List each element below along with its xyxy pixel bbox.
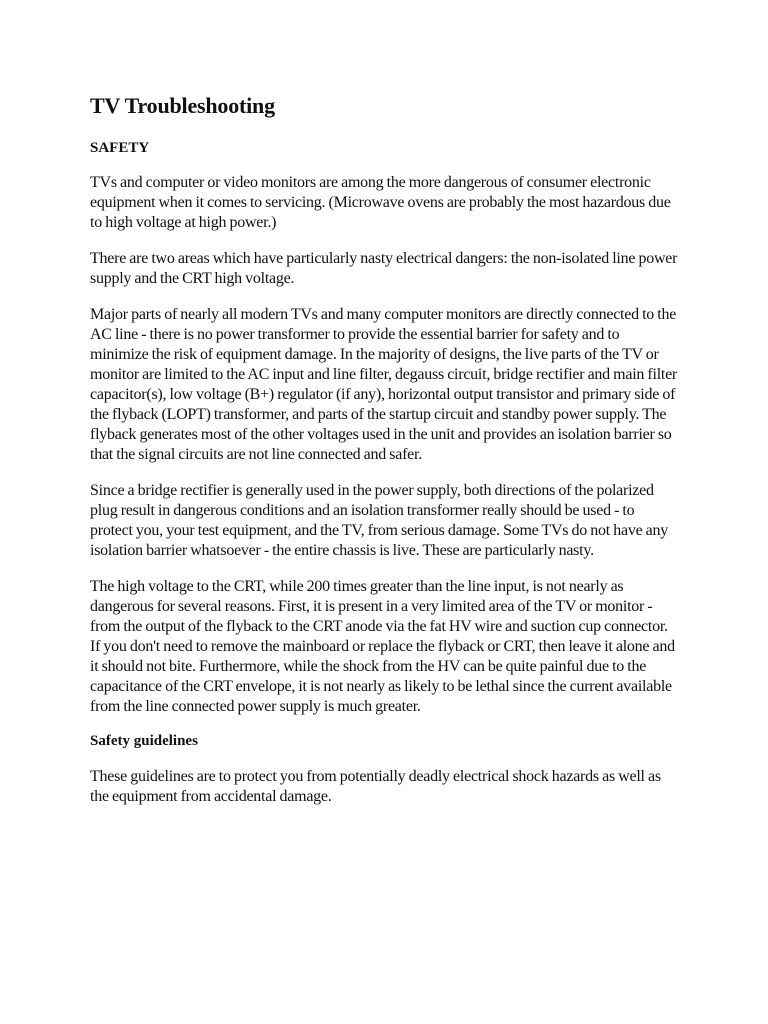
section-heading-safety: SAFETY [90, 140, 150, 156]
document-page [90, 92, 680, 807]
paragraph-intro: TVs and computer or video monitors are among the more dangerous of consumer electronic equipment when it comes to servicing. (Microwave ovens are probably the most hazardous due to high voltage at high power.) [90, 174, 671, 231]
paragraph-ac-line: Major parts of nearly all modern TVs and many computer monitors are directly connected to the AC line - there is no power transformer to provide the essential barrier for safety and to minimize the risk of equipment damage. In the majority of designs, the live parts of the TV or monitor are limited to the AC input and line filter, degauss circuit, bridge rectifier and main filter capacitor(s), low voltage (B+) regulator (if any), horizontal output transistor and primary side of the flyback (LOPT) transformer, and parts of the startup circuit and standby power supply. The flyback generates most of the other voltages used in the unit and provides an isolation barrier so that the signal circuits are not line connected and safer. [90, 306, 678, 463]
paragraph-high-voltage: The high voltage to the CRT, while 200 times greater than the line input, is not nearly as dangerous for several reasons. First, it is present in a very limited area of the TV or monitor - from the output of the flyback to the CRT anode via the fat HV wire and suction cup connector. If you don't need to remove the mainboard or replace the flyback or CRT, then leave it alone and it should not bite. Furthermore, while the shock from the HV can be quite painful due to the capacitance of the CRT envelope, it is not nearly as likely to be lethal since the current available from the line connected power supply is much greater. [90, 578, 675, 715]
paragraph-guidelines-intro: These guidelines are to protect you from potentially deadly electrical shock hazards as well as the equipment from accidental damage. [90, 768, 661, 805]
subheading-safety-guidelines: Safety guidelines [90, 733, 198, 749]
paragraph-bridge-rectifier: Since a bridge rectifier is generally used in the power supply, both directions of the polarized plug result in dangerous conditions and an isolation transformer really should be used - to protect you, your test equipment, and the TV, from serious damage. Some TVs do not have any isolation barrier whatsoever - the entire chassis is live. These are particularly nasty. [90, 482, 669, 559]
page-title: TV Troubleshooting [90, 93, 275, 118]
paragraph-danger-areas: There are two areas which have particularly nasty electrical dangers: the non-isolated line power supply and the CRT high voltage. [90, 250, 678, 287]
